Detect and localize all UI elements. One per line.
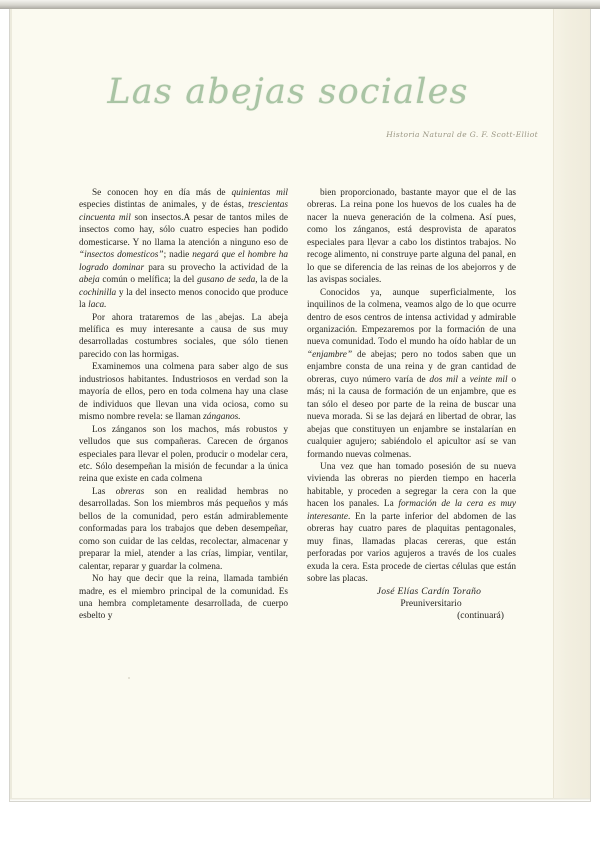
page-bottom-edge xyxy=(10,798,590,801)
emphasised-text: “enjambre” xyxy=(307,349,353,360)
body-text: son insectos.A pesar de tantos miles de insectos como hay, sólo cuatro especies han podido domesticarse. Y no llama la atención a ninguno eso de xyxy=(79,212,288,248)
emphasised-text: cochinilla xyxy=(79,287,117,298)
paragraph xyxy=(307,461,516,586)
text-column-right xyxy=(307,187,516,623)
body-text: . En la parte inferior del abdomen de las obreras hay cuatro pares de plaquitas pentagonales, muy finas, llamadas placas cereras, que están perforadas por varios agujeros a través de los cuales exuda la cera. Esta procede de ciertas células que están sobre las placas. xyxy=(307,511,516,585)
body-text: de abejas; pero no todos saben que un enjambre consta de una reina y de gran cantidad de obreras, cuyo número varía de xyxy=(307,349,516,385)
body-text: a xyxy=(458,374,470,385)
paragraph xyxy=(79,187,288,312)
emphasised-text: veinte mil xyxy=(469,374,508,385)
title-block xyxy=(10,71,590,139)
body-text: especies distintas de animales, y de éstas, xyxy=(79,200,249,211)
magazine-page xyxy=(10,9,590,801)
emphasised-text: trescientas cincuenta mil xyxy=(79,200,288,223)
source-credit: Historia Natural de G. F. Scott-Elliot xyxy=(386,130,538,139)
scan-speckle xyxy=(128,677,130,679)
paragraph xyxy=(79,361,288,423)
paragraph xyxy=(79,486,288,573)
body-text: común o melífica; la del xyxy=(99,275,198,286)
body-text: No hay que decir que la reina, llamada también madre, es el miembro principal de la comunidad. Es una hembra completamente desarrollada, de cuerpo esbelto y xyxy=(79,574,288,622)
body-text: para su provecho la actividad de la xyxy=(144,262,288,273)
body-text: bien proporcionado, bastante mayor que el de las obreras. La reina pone los huevos de los cuales ha de nacer la nueva generación de la colmena. Así pues, como los zánganos, está desprovista de aparatos especiales para llevar a cabo los distintos trabajos. No recoge alimento, ni construye parte alguna del panal, en lo que se diferencia de las reinas de los abejorros y de las avispas sociales. xyxy=(307,188,516,286)
body-text: Conocidos ya, aunque superficialmente, los inquilinos de la colmena, veamos algo de lo que ocurre dentro de esos centros de intensa actividad y admirable organización. Empezaremos por la formación de una nueva comunidad. Todo el mundo ha oído hablar de un xyxy=(307,287,516,348)
article-body xyxy=(79,187,527,623)
scan-top-shadow xyxy=(0,0,600,9)
paragraph xyxy=(79,312,288,362)
emphasised-text: “insectos domesticos” xyxy=(79,250,164,261)
body-text: Los zánganos son los machos, más robustos y velludos que sus compañeras. Carecen de órganos especiales para llevar el polen, producir o modelar cera, etc. Sólo desempeñan la misión de fecundar a la única reina que existe en cada colmena xyxy=(79,424,288,485)
text-column-left xyxy=(79,187,288,623)
paragraph xyxy=(307,187,516,287)
emphasised-text: obreras xyxy=(115,486,145,497)
continuation-note: (continuará) xyxy=(457,610,504,622)
author-role: Preuniversitario xyxy=(400,597,462,609)
emphasised-text: abeja xyxy=(79,275,100,286)
body-text: son en realidad hembras no desarrolladas. Son los miembros más pequeños y más bellos de la comunidad, pero están admirablemente conformadas para los trabajos que deben desempeñar, como son cuidar de las celdas, recolectar, almacenar y preparar la miel, atender a las crías, limpiar, ventilar, calentar, reparar y guardar la colmena. xyxy=(79,486,288,572)
emphasised-text: quinientas mil xyxy=(231,188,288,198)
body-text: Una vez que han tomado posesión de su nueva vivienda las obreras no pierden tiempo en hacerla habitable, y proceden a segregar la cera con la que hacen los panales. La xyxy=(307,461,516,510)
body-text: la de la xyxy=(257,275,288,286)
paragraph xyxy=(79,573,288,623)
emphasised-text: laca. xyxy=(88,300,107,311)
paragraph xyxy=(79,424,288,486)
body-text: ; nadie xyxy=(163,250,193,261)
emphasised-text: gusano de seda, xyxy=(197,275,258,286)
page-title: Las abejas sociales xyxy=(107,72,469,112)
paragraph xyxy=(307,287,516,461)
emphasised-text: negará que el hombre ha logrado dominar xyxy=(79,250,288,273)
emphasised-text: zánganos. xyxy=(203,412,241,423)
author-signature: José Elías Cardín Toraño xyxy=(376,585,482,597)
body-text: y la del insecto menos conocido que produce la xyxy=(79,287,288,311)
body-text: o más; ni la causa de formación de un enjambre, que es tan sólo el deseo por parte de la reina de buscar una nueva morada. Si se las dejará en libertad de obrar, las abejas que constituyen un enjambre se instalarían en cualquier agujero; sabiéndolo el apicultor así se van formando nuevas colmenas. xyxy=(307,374,516,460)
body-text: Las xyxy=(92,486,116,497)
emphasised-text: dos mil xyxy=(429,374,458,385)
body-text: Por ahora trataremos de las abejas. La abeja melífica es muy interesante a causa de sus muy desarrolladas costumbres sociales, que sólo tienen parecido con las hormigas. xyxy=(79,312,288,360)
emphasised-text: formación de la cera es muy interesante xyxy=(307,499,516,522)
body-text: Examinemos una colmena para saber algo de sus industriosos habitantes. Industriosos en verdad son la mayoría de ellos, pero en toda colmena hay una clase de individuos que llevan una vida ociosa, como su mismo nombre revela: se llaman xyxy=(79,362,288,423)
body-text: Se conocen hoy en día más de xyxy=(92,188,232,198)
